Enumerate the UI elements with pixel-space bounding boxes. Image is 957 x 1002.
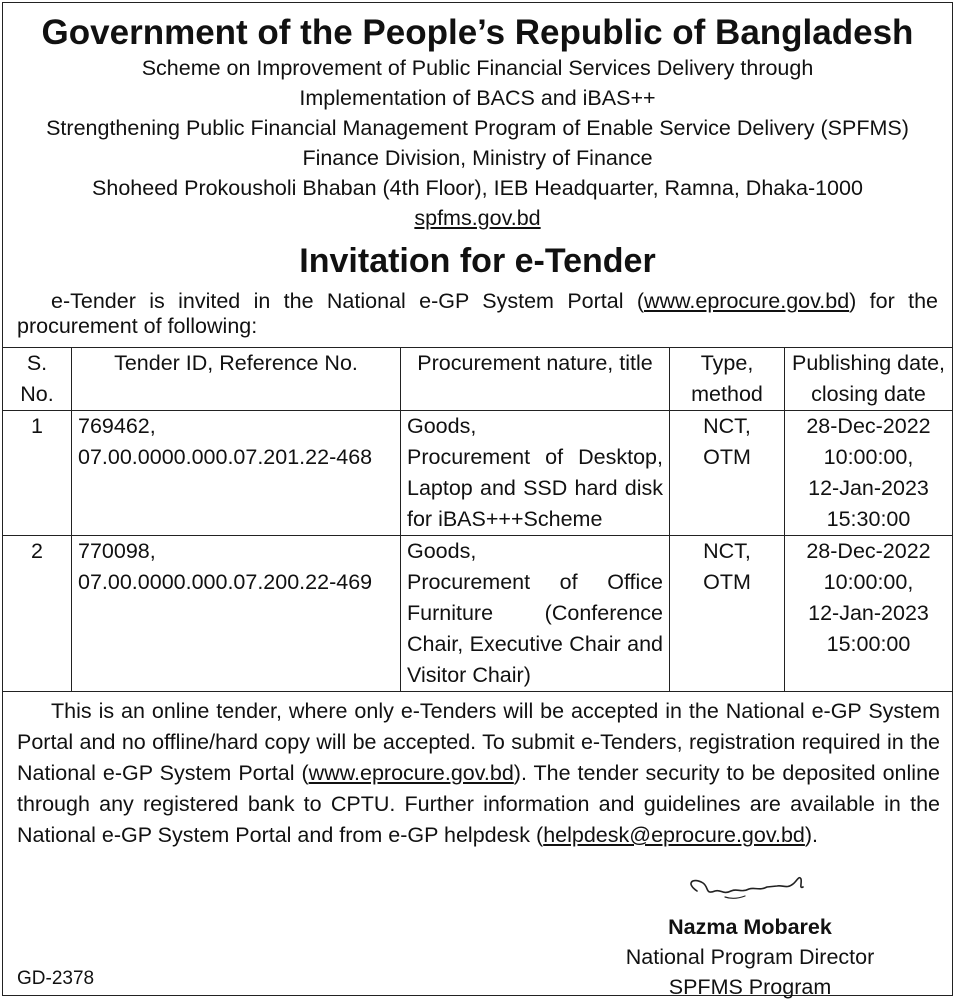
instructions-paragraph bbox=[3, 692, 952, 851]
table-row bbox=[3, 536, 952, 692]
intro-text-start: e-Tender is invited in the National e-GP System Portal ( bbox=[51, 289, 644, 313]
header-procurement-nature: Procurement nature, title bbox=[401, 348, 670, 411]
cell-serial: 2 bbox=[3, 536, 72, 692]
government-title: Government of the People’s Republic of Bangladesh bbox=[41, 13, 914, 52]
cell-dates: 28-Dec-2022 10:00:00, 12-Jan-2023 15:00:00 bbox=[785, 536, 953, 692]
header-tender-id: Tender ID, Reference No. bbox=[72, 348, 401, 411]
gd-number: GD-2378 bbox=[17, 968, 95, 989]
cell-tender-id: 770098, 07.00.0000.000.07.200.22-469 bbox=[72, 536, 401, 692]
website-link[interactable]: spfms.gov.bd bbox=[414, 206, 541, 230]
table-row bbox=[3, 411, 952, 536]
office-address: Shoheed Prokousholi Bhaban (4th Floor), IEB Headquarter, Ramna, Dhaka-1000 bbox=[92, 176, 863, 200]
tender-table bbox=[3, 347, 952, 692]
cell-procurement-title: Goods, Procurement of Desktop, Laptop and SSD hard disk for iBAS+++Scheme bbox=[401, 411, 670, 536]
intro-line-2: procurement of following: bbox=[17, 314, 258, 338]
cell-type-method: NCT, OTM bbox=[670, 536, 785, 692]
notice-title: Invitation for e-Tender bbox=[299, 242, 656, 280]
signatory-program: SPFMS Program bbox=[668, 975, 832, 999]
instructions-part-2: ). The tender security to be deposited online through any registered bank to CPTU. Further information and guidelines are available in the National e-GP System Portal and from e-GP helpdesk ( bbox=[17, 761, 940, 847]
signatory-name: Nazma Mobarek bbox=[668, 915, 832, 939]
scheme-line-2: Implementation of BACS and iBAS++ bbox=[299, 86, 656, 110]
cell-type-method: NCT, OTM bbox=[670, 411, 785, 536]
header-serial: S. No. bbox=[3, 348, 72, 411]
tender-notice bbox=[2, 2, 953, 999]
handwritten-signature bbox=[675, 869, 825, 907]
signatory-designation: National Program Director bbox=[625, 945, 875, 969]
signature-block bbox=[620, 869, 880, 1002]
division-name: Finance Division, Ministry of Finance bbox=[302, 146, 653, 170]
header-type-method: Type, method bbox=[670, 348, 785, 411]
cell-procurement-title: Goods, Procurement of Office Furniture (Conference Chair, Executive Chair and Visitor Chair) bbox=[401, 536, 670, 692]
instructions-part-3: ). bbox=[804, 823, 819, 847]
helpdesk-email-link[interactable]: helpdesk@eprocure.gov.bd bbox=[543, 823, 805, 847]
cell-serial: 1 bbox=[3, 411, 72, 536]
instructions-part-1: This is an online tender, where only e-Tenders will be accepted in the National e-GP System Portal and no offline/hard copy will be accepted. To submit e-Tenders, registration required in the National e-GP System Portal ( bbox=[17, 699, 940, 785]
header-dates: Publishing date, closing date bbox=[785, 348, 953, 411]
intro-text-end: ) for the bbox=[849, 289, 938, 313]
eprocure-link[interactable]: www.eprocure.gov.bd bbox=[644, 289, 850, 313]
cell-dates: 28-Dec-2022 10:00:00, 12-Jan-2023 15:30:00 bbox=[785, 411, 953, 536]
notice-header bbox=[3, 13, 952, 281]
table-header-row bbox=[3, 348, 952, 411]
intro-paragraph bbox=[3, 281, 952, 339]
program-name: Strengthening Public Financial Management Program of Enable Service Delivery (SPFMS) bbox=[46, 116, 909, 140]
eprocure-link-2[interactable]: www.eprocure.gov.bd bbox=[308, 761, 514, 785]
scheme-line-1: Scheme on Improvement of Public Financial Services Delivery through bbox=[141, 56, 814, 80]
cell-tender-id: 769462, 07.00.0000.000.07.201.22-468 bbox=[72, 411, 401, 536]
